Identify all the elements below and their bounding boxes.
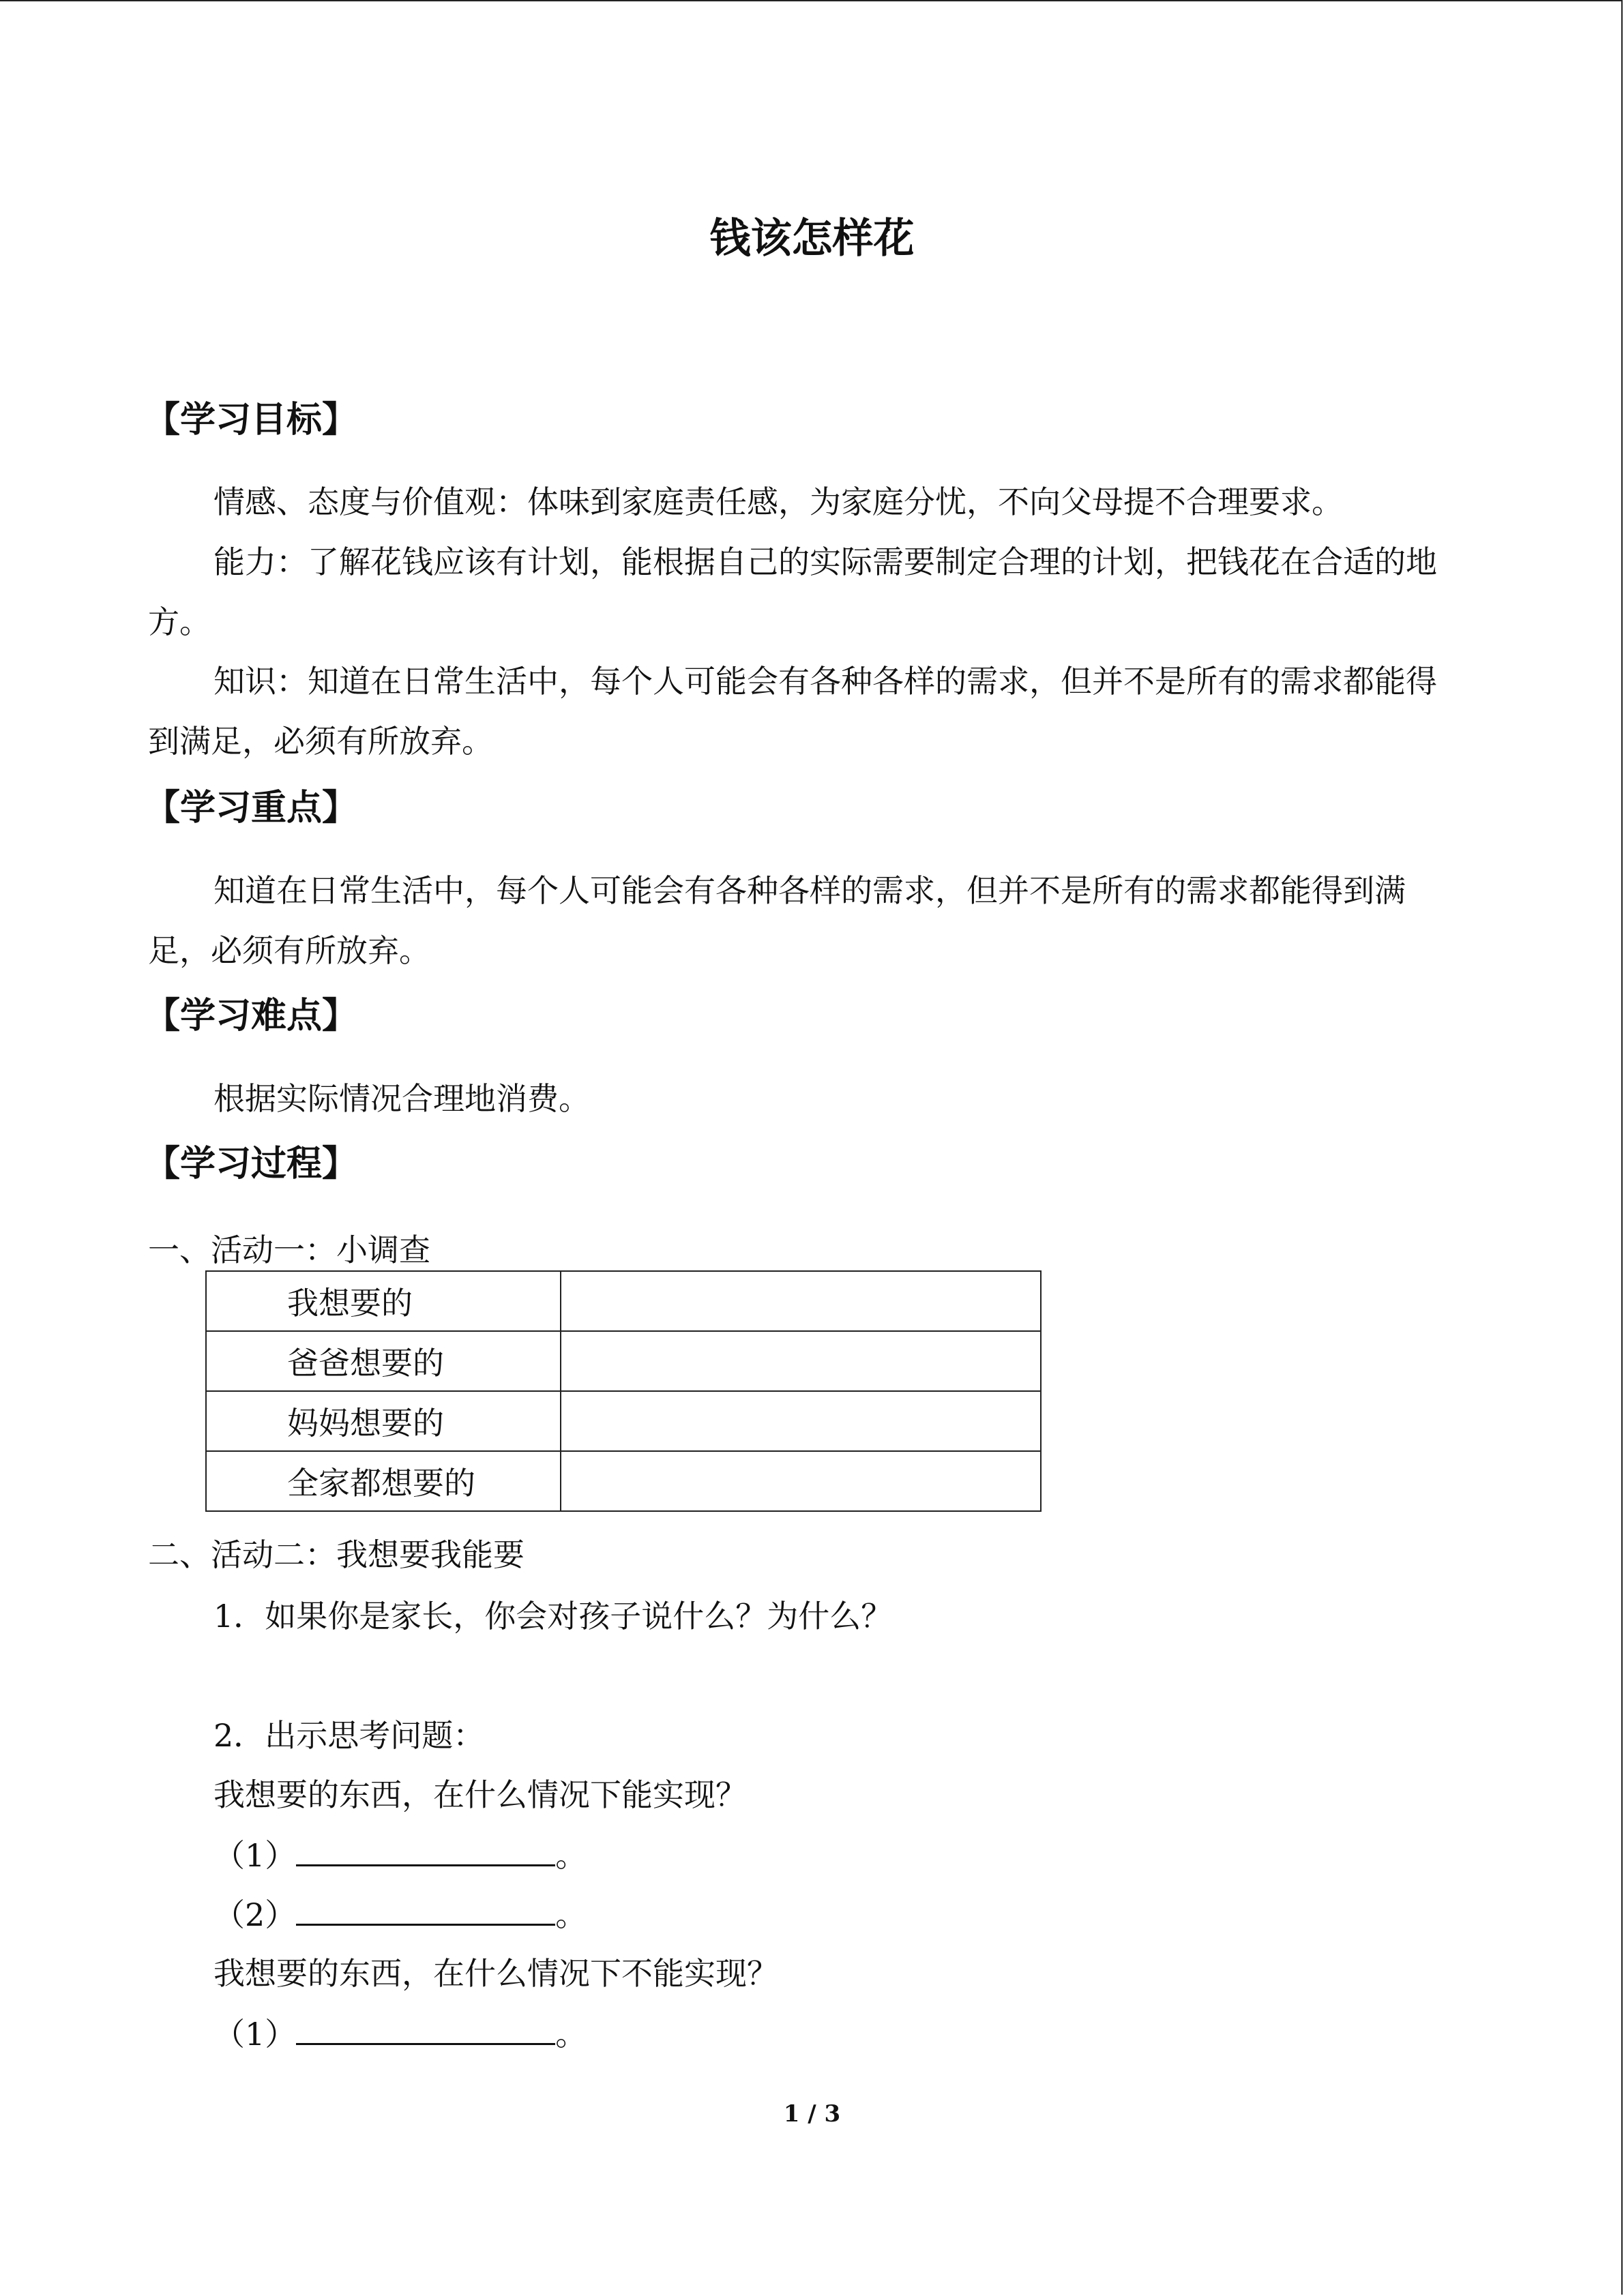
question-two-can: 我想要的东西，在什么情况下能实现？ bbox=[213, 1776, 747, 1813]
fill-blank[interactable] bbox=[296, 1834, 555, 1866]
table-row bbox=[206, 1271, 1041, 1331]
heading-difficulties: 【学习难点】 bbox=[145, 995, 358, 1037]
fill-blank[interactable] bbox=[296, 1894, 555, 1926]
survey-label: 我想要的 bbox=[206, 1271, 561, 1331]
goal-knowledge-paragraph: 知识：知道在日常生活中，每个人可能会有各种各样的需求，但并不是所有的需求都能得到满足，必须有所放弃。 bbox=[148, 663, 1437, 760]
survey-label: 妈妈想要的 bbox=[206, 1391, 561, 1451]
table-row bbox=[206, 1451, 1041, 1511]
table-row bbox=[206, 1391, 1041, 1451]
survey-table bbox=[205, 1270, 1042, 1512]
table-row bbox=[206, 1331, 1041, 1391]
goal-ability-paragraph: 能力：了解花钱应该有计划，能根据自己的实际需要制定合理的计划，把钱花在合适的地方。 bbox=[148, 543, 1437, 640]
survey-label: 爸爸想要的 bbox=[206, 1331, 561, 1391]
question-one: 1．如果你是家长，你会对孩子说什么？为什么？ bbox=[213, 1598, 893, 1635]
page-number: 1 / 3 bbox=[783, 2100, 841, 2128]
answer-line-can-1: （1） 。 bbox=[213, 1834, 587, 1876]
key-points-paragraph: 知道在日常生活中，每个人可能会有各种各样的需求，但并不是所有的需求都能得到满足，必须有所放弃。 bbox=[148, 872, 1406, 969]
difficulties-paragraph: 根据实际情况合理地消费。 bbox=[213, 1080, 590, 1117]
survey-answer-cell[interactable] bbox=[561, 1271, 1041, 1331]
survey-answer-cell[interactable] bbox=[561, 1331, 1041, 1391]
page-title: 钱该怎样花 bbox=[709, 215, 915, 263]
goal-emotion-paragraph: 情感、态度与价值观：体味到家庭责任感，为家庭分忧，不向父母提不合理要求。 bbox=[213, 483, 1343, 520]
question-two-cannot: 我想要的东西，在什么情况下不能实现？ bbox=[213, 1955, 778, 1992]
heading-key-points: 【学习重点】 bbox=[145, 787, 358, 829]
activity-one-title: 一、活动一：小调查 bbox=[148, 1232, 430, 1268]
survey-answer-cell[interactable] bbox=[561, 1451, 1041, 1511]
question-two: 2．出示思考问题： bbox=[213, 1717, 485, 1754]
survey-label: 全家都想要的 bbox=[206, 1451, 561, 1511]
heading-learning-process: 【学习过程】 bbox=[145, 1143, 358, 1184]
answer-line-cannot-1: （1） 。 bbox=[213, 2013, 587, 2055]
fill-blank[interactable] bbox=[296, 2013, 555, 2045]
heading-learning-goals: 【学习目标】 bbox=[145, 399, 358, 441]
activity-two-title: 二、活动二：我想要我能要 bbox=[148, 1536, 525, 1573]
survey-answer-cell[interactable] bbox=[561, 1391, 1041, 1451]
answer-line-can-2: （2） 。 bbox=[213, 1894, 587, 1935]
